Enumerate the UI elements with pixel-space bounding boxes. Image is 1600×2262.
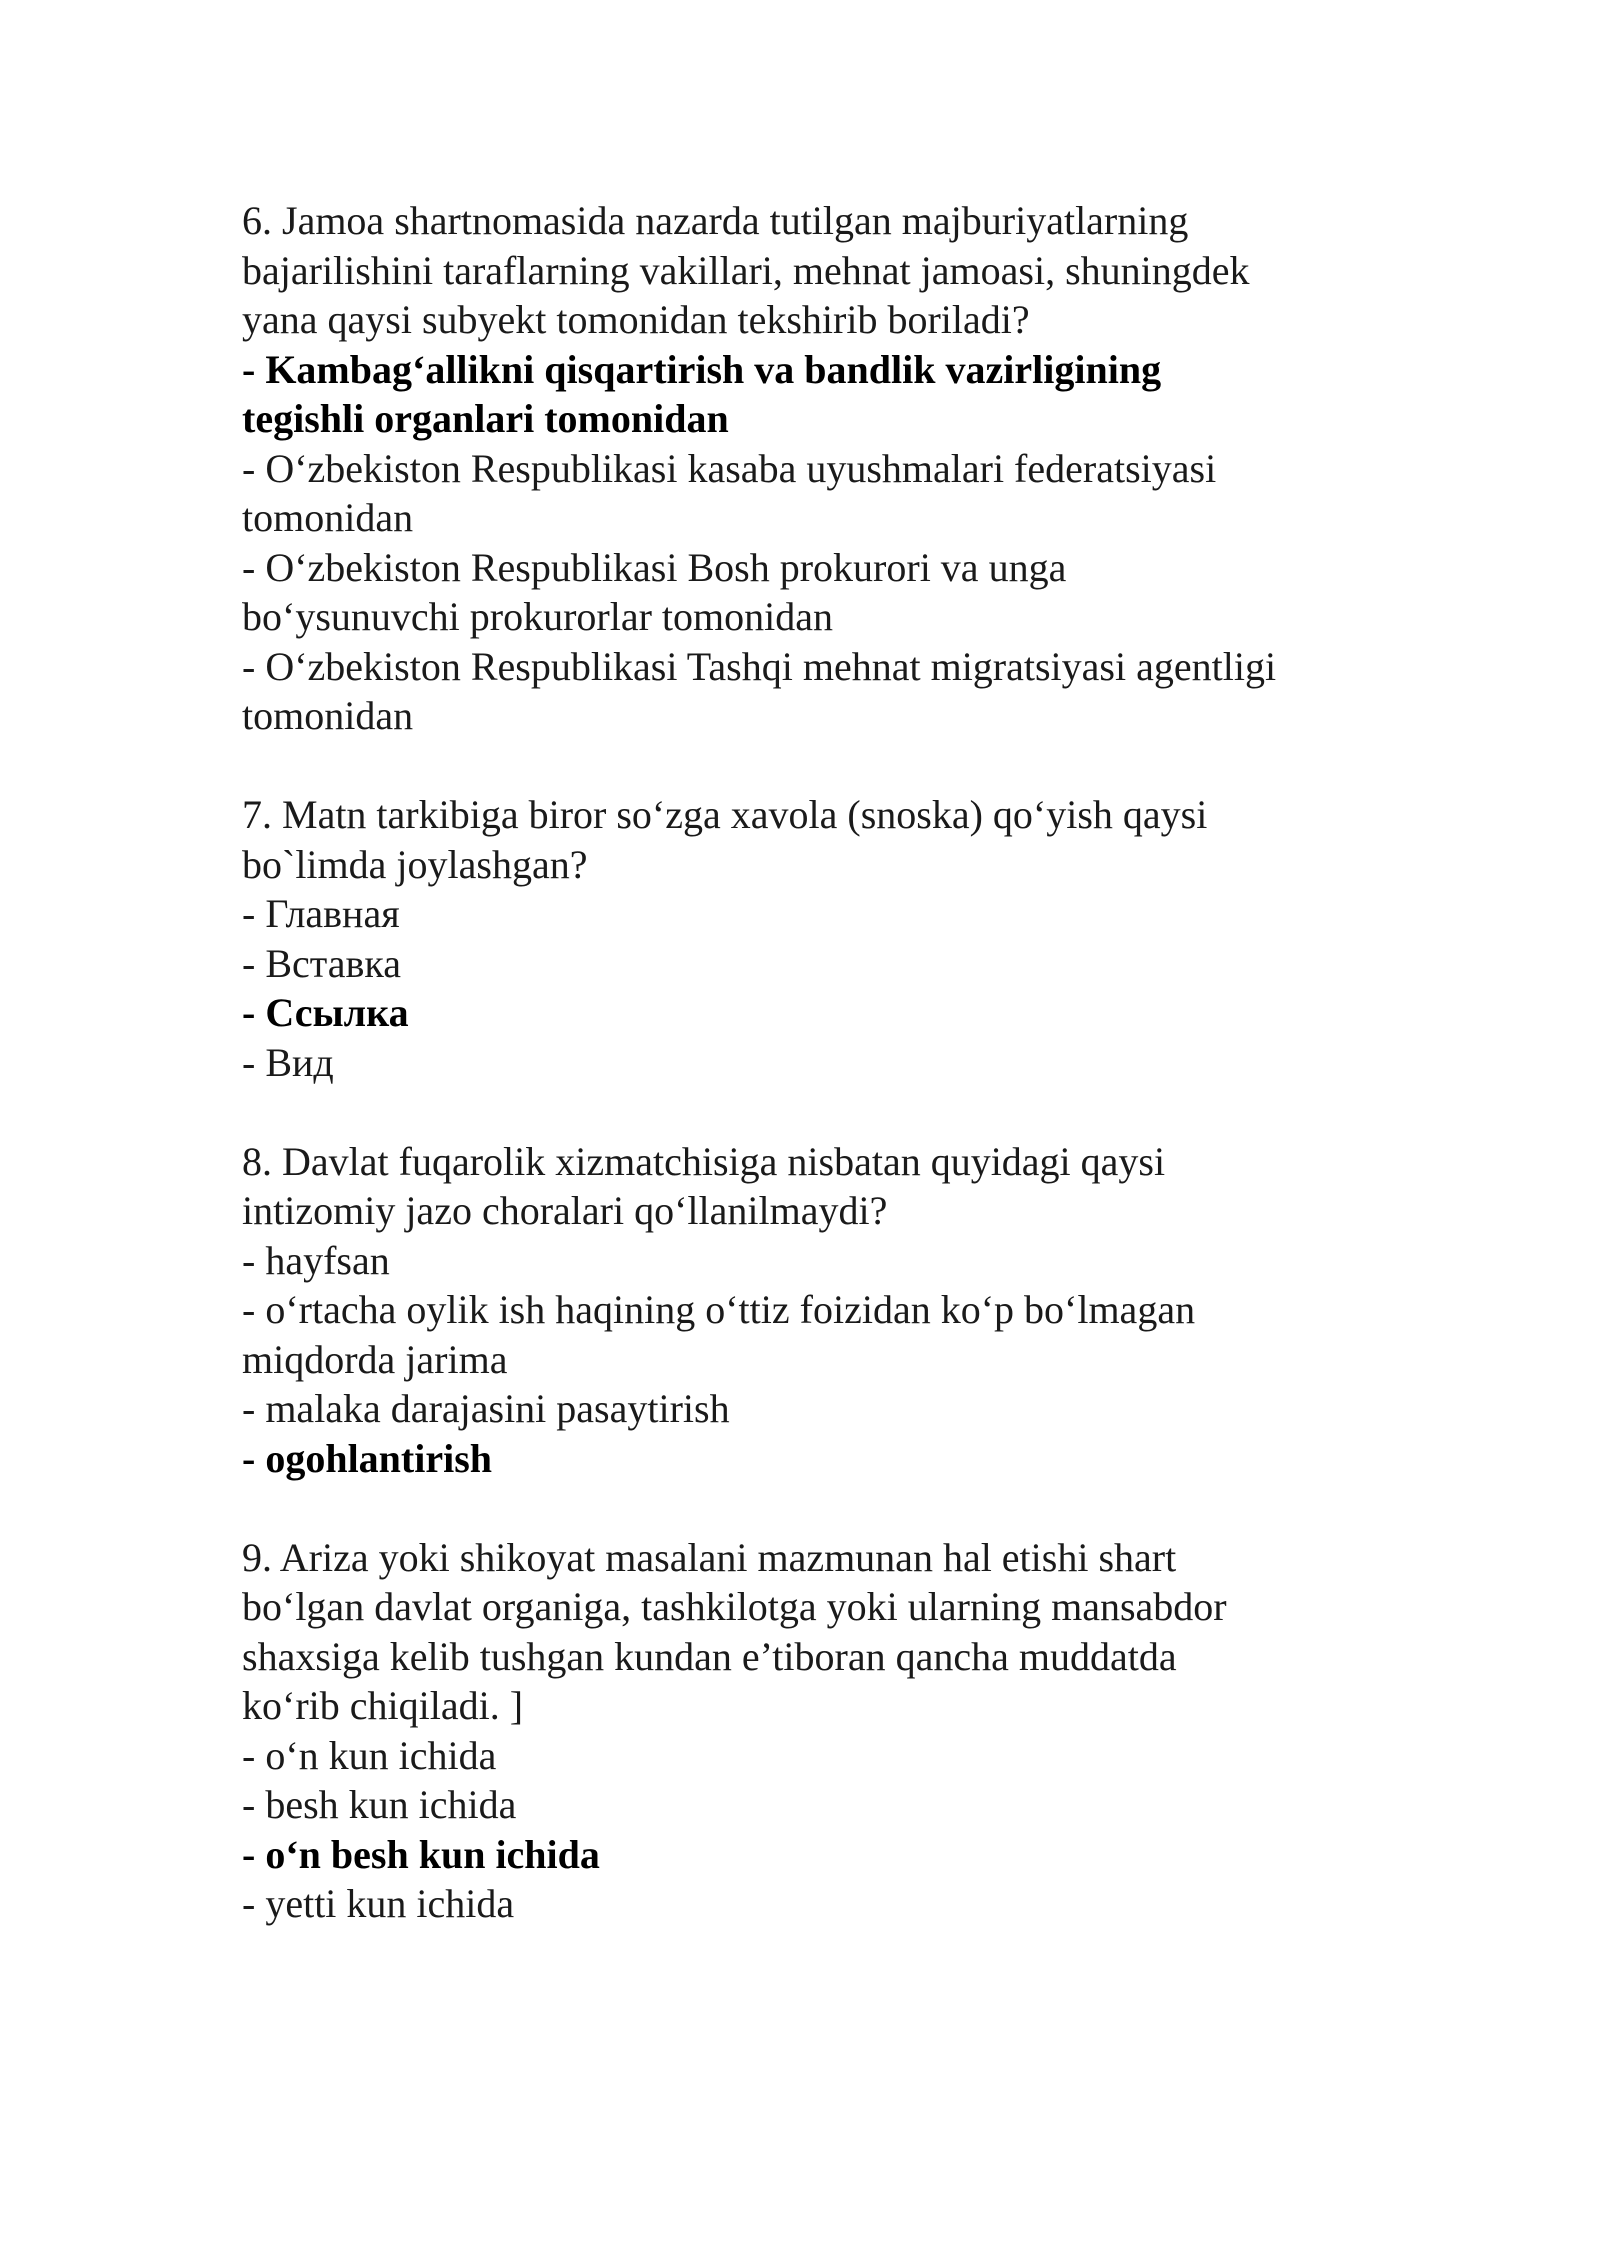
answer-option-correct: - o‘n besh kun ichida [242, 1831, 600, 1877]
answer-option: bo‘ysunuvchi prokurorlar tomonidan [242, 594, 833, 639]
answer-option: tomonidan [242, 693, 414, 738]
answer-option: - yetti kun ichida [242, 1881, 515, 1926]
question-text-line: 8. Davlat fuqarolik xizmatchisiga nisbatan quyidagi qaysi [242, 1138, 1166, 1184]
answer-option: - Вставка [242, 940, 401, 986]
question-text-line: ko‘rib chiqiladi. ] [242, 1683, 524, 1728]
answer-option-correct: - ogohlantirish [242, 1435, 493, 1481]
answer-option: - o‘rtacha oylik ish haqining o‘ttiz foizidan ko‘p bo‘lmagan [242, 1287, 1196, 1332]
answer-option: - malaka darajasini pasaytirish [242, 1386, 730, 1431]
question-8 [242, 1137, 1422, 1484]
answer-option: miqdorda jarima [242, 1336, 508, 1382]
answer-option: - o‘n kun ichida [242, 1732, 497, 1778]
answer-option-correct: - Kambag‘allikni qisqartirish va bandlik vazirligining [242, 346, 1162, 392]
question-text-line: shaxsiga kelib tushgan kundan e’tiboran qancha muddatda [242, 1633, 1177, 1679]
question-text-line: bo‘lgan davlat organiga, tashkilotga yoki ularning mansabdor [242, 1584, 1227, 1629]
question-text-line: yana qaysi subyekt tomonidan tekshirib boriladi? [242, 297, 1030, 342]
question-text-line: bajarilishini taraflarning vakillari, mehnat jamoasi, shuningdek [242, 247, 1250, 293]
question-text-line: bo`limda joylashgan? [242, 841, 588, 887]
question-text-line: intizomiy jazo choralari qo‘llanilmaydi? [242, 1188, 888, 1233]
question-6 [242, 196, 1422, 741]
question-text-line: 7. Matn tarkibiga biror so‘zga xavola (snoska) qo‘yish qaysi [242, 792, 1208, 837]
answer-option: - O‘zbekiston Respublikasi kasaba uyushmalari federatsiyasi [242, 445, 1217, 491]
answer-option: tomonidan [242, 495, 414, 540]
answer-option: - besh kun ichida [242, 1782, 517, 1827]
answer-option: - Главная [242, 891, 400, 936]
answer-option: - O‘zbekiston Respublikasi Bosh prokurori va unga [242, 544, 1067, 590]
answer-option: - Вид [242, 1039, 334, 1085]
answer-option-correct: - Ссылка [242, 990, 409, 1035]
question-9 [242, 1533, 1422, 1929]
answer-option: - hayfsan [242, 1237, 390, 1283]
answer-option: - O‘zbekiston Respublikasi Tashqi mehnat migratsiyasi agentligi [242, 643, 1277, 689]
document-page [242, 196, 1422, 1978]
question-text-line: 6. Jamoa shartnomasida nazarda tutilgan majburiyatlarning [242, 198, 1189, 243]
answer-option-correct: tegishli organlari tomonidan [242, 396, 729, 441]
question-text-line: 9. Ariza yoki shikoyat masalani mazmunan hal etishi shart [242, 1534, 1177, 1580]
question-7 [242, 790, 1422, 1087]
